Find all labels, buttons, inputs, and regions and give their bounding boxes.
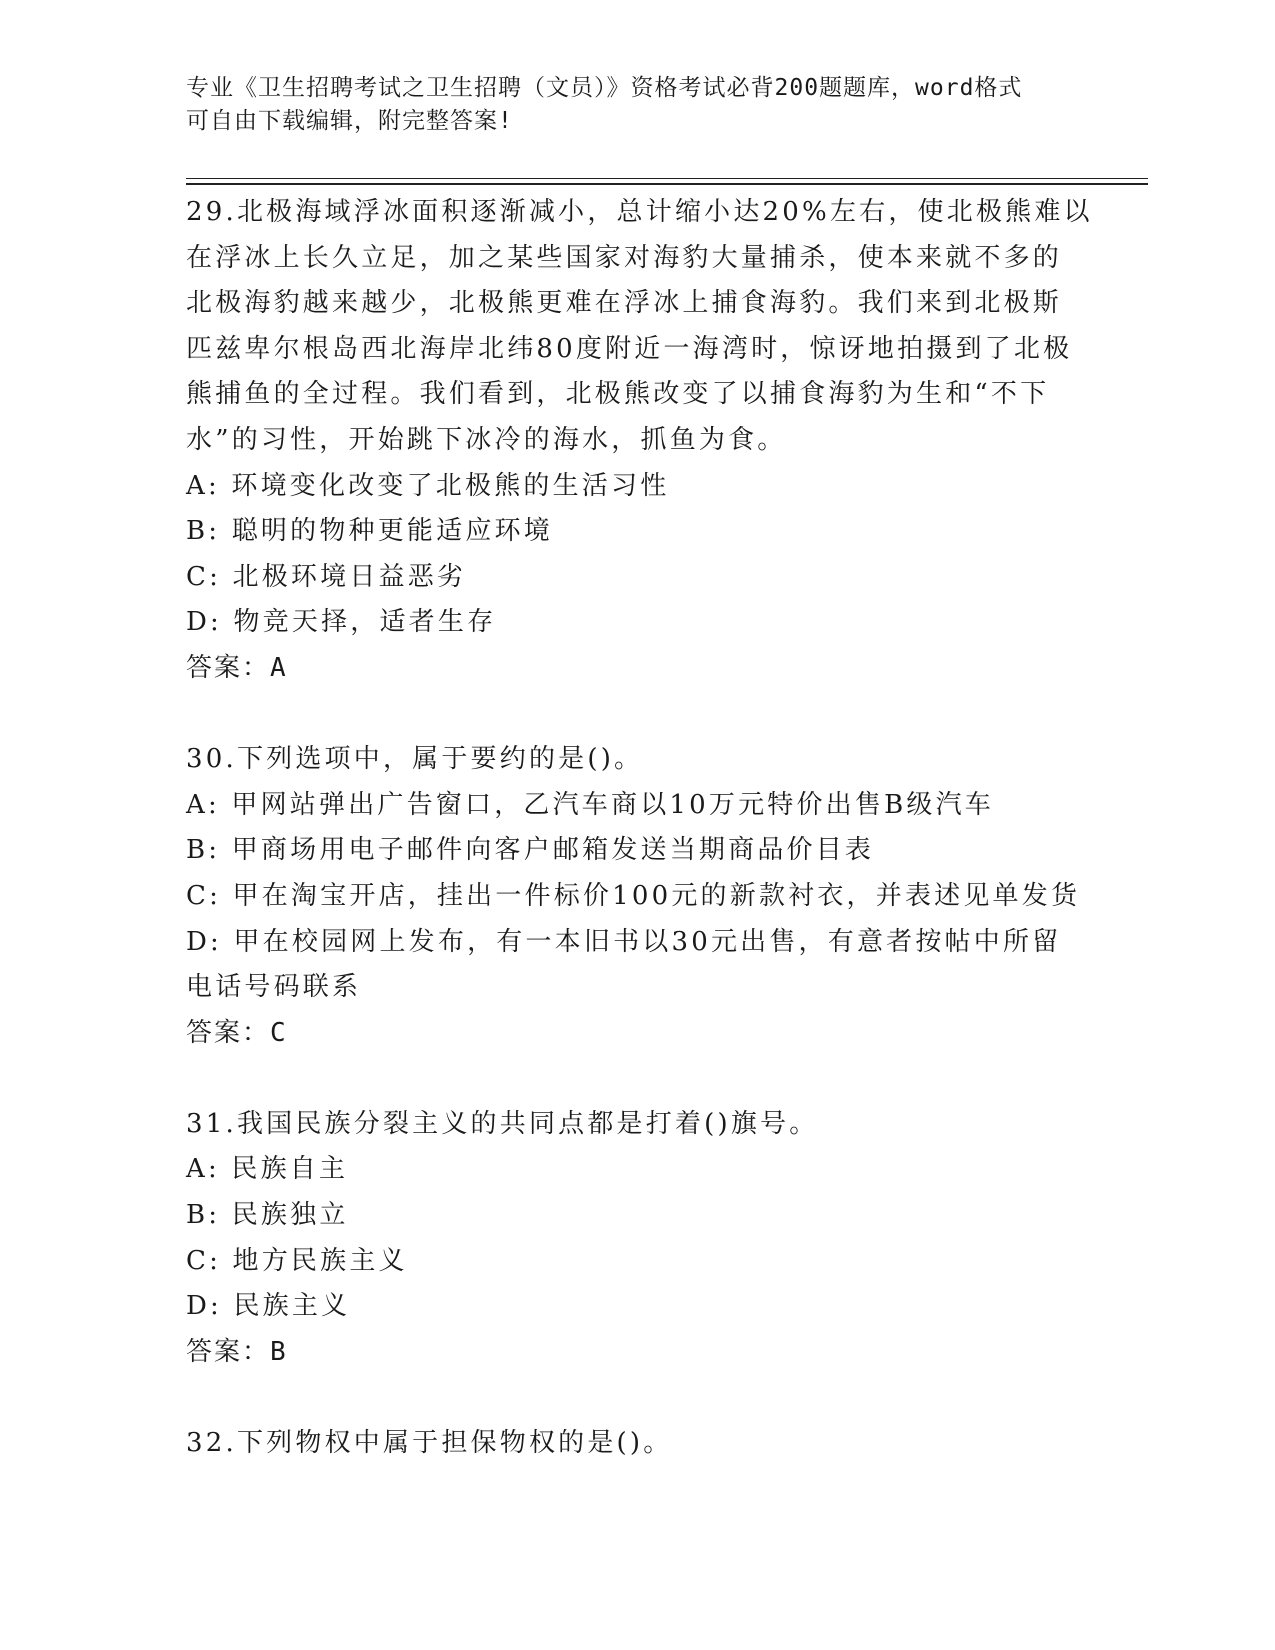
question-stem: 30.下列选项中，属于要约的是()。 <box>186 744 644 775</box>
question-block <box>186 1102 1076 1376</box>
question-stem: 水”的习性，开始跳下冰冷的海水，抓鱼为食。 <box>186 424 787 455</box>
option-a: A: 甲网站弹出广告窗口，乙汽车商以10万元特价出售B级汽车 <box>186 789 994 820</box>
question-block <box>186 1421 1076 1467</box>
option-b: B: 聪明的物种更能适应环境 <box>186 516 553 547</box>
question-stem: 北极海豹越来越少，北极熊更难在浮冰上捕食海豹。我们来到北极斯 <box>186 288 1063 319</box>
option-c: C: 北极环境日益恶劣 <box>186 561 467 592</box>
answer-line: 答案：C <box>186 1017 288 1048</box>
answer-line: 答案：A <box>186 652 288 683</box>
option-c: C: 地方民族主义 <box>186 1245 408 1276</box>
header-line: 专业《卫生招聘考试之卫生招聘（文员）》资格考试必背200题题库，word格式 <box>186 75 1023 101</box>
question-block <box>186 190 1093 692</box>
option-b: B: 民族独立 <box>186 1200 349 1231</box>
spacer <box>186 1056 1076 1102</box>
option-a: A: 环境变化改变了北极熊的生活习性 <box>186 470 670 501</box>
option-d: D: 民族主义 <box>186 1291 351 1322</box>
header-divider <box>186 178 1148 179</box>
header-line: 可自由下载编辑，附完整答案! <box>186 108 513 134</box>
question-stem: 在浮冰上长久立足，加之某些国家对海豹大量捕杀，使本来就不多的 <box>186 242 1063 273</box>
question-stem: 匹兹卑尔根岛西北海岸北纬80度附近一海湾时，惊讶地拍摄到了北极 <box>186 333 1073 364</box>
question-stem: 29.北极海域浮冰面积逐渐减小，总计缩小达20%左右，使北极熊难以 <box>186 197 1093 227</box>
question-stem: 31.我国民族分裂主义的共同点都是打着()旗号。 <box>186 1108 819 1139</box>
option-d-continued: 电话号码联系 <box>186 972 362 1003</box>
option-c: C: 甲在淘宝开店，挂出一件标价100元的新款衬衣，并表述见单发货 <box>186 880 1081 911</box>
document-header <box>186 72 1086 138</box>
question-stem: 熊捕鱼的全过程。我们看到，北极熊改变了以捕食海豹为生和“不下 <box>186 379 1050 410</box>
header-divider <box>186 183 1148 185</box>
option-a: A: 民族自主 <box>186 1154 349 1185</box>
spacer <box>186 1375 1076 1421</box>
question-list <box>186 190 1093 1467</box>
option-b: B: 甲商场用电子邮件向客户邮箱发送当期商品价目表 <box>186 835 875 866</box>
option-d: D: 物竞天择，适者生存 <box>186 607 497 638</box>
option-d: D: 甲在校园网上发布，有一本旧书以30元出售，有意者按帖中所留 <box>186 926 1062 957</box>
question-stem: 32.下列物权中属于担保物权的是()。 <box>186 1428 673 1459</box>
answer-line: 答案：B <box>186 1336 288 1367</box>
spacer <box>186 692 1076 738</box>
question-block <box>186 737 1081 1056</box>
